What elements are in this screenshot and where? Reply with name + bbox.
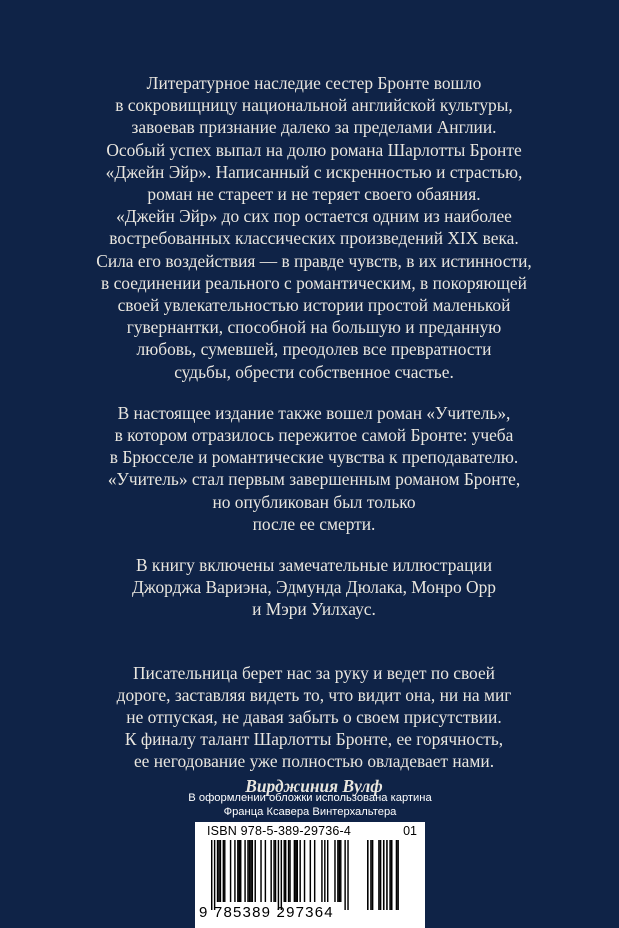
barcode-bar bbox=[252, 840, 253, 902]
barcode-bar bbox=[281, 840, 282, 910]
barcode-addon-bar bbox=[386, 840, 388, 910]
barcode-bar bbox=[240, 840, 241, 902]
barcode-bar bbox=[223, 840, 224, 902]
credit-line: В оформлении обложки использована картина bbox=[188, 792, 432, 804]
barcode-addon-bar bbox=[383, 840, 385, 910]
barcode-bar bbox=[230, 840, 231, 902]
barcode-bar bbox=[337, 840, 338, 902]
barcode-bar bbox=[294, 840, 295, 902]
barcode-addon-bar bbox=[396, 840, 398, 910]
barcode-bar bbox=[334, 840, 335, 902]
barcode-bar bbox=[299, 840, 300, 902]
barcode-bar bbox=[344, 840, 345, 910]
barcode-bar bbox=[278, 840, 279, 910]
quote-block bbox=[84, 662, 544, 797]
text-line: любовь, сумевшей, преодолев все превратности bbox=[136, 339, 492, 360]
text-line: востребованных классических произведений XIX века. bbox=[109, 228, 519, 249]
barcode-bar bbox=[244, 840, 245, 902]
barcode-addon-bar bbox=[397, 840, 399, 910]
text-line: и Мэри Уилхаус. bbox=[252, 599, 376, 620]
barcode-bar bbox=[260, 840, 261, 902]
text-line: своей увлекательностью истории простой маленькой bbox=[117, 295, 511, 316]
text-line: «Джейн Эйр». Написанный с искренностью и страстью, bbox=[105, 161, 523, 182]
text-line: в сокровищницу национальной английской культуры, bbox=[115, 95, 513, 116]
barcode-bar bbox=[304, 840, 305, 902]
barcode-addon-bar bbox=[389, 840, 391, 910]
barcode-bar bbox=[218, 840, 219, 902]
blurb-paragraph-2 bbox=[84, 402, 544, 535]
barcode-bar bbox=[211, 840, 212, 910]
text-line: в соединении реального с романтическим, в покоряющей bbox=[101, 272, 527, 293]
barcode-bar bbox=[284, 840, 285, 902]
barcode-bar bbox=[249, 840, 250, 902]
text-line: «Джейн Эйр» до сих пор остается одним из наиболее bbox=[116, 206, 512, 227]
barcode-bar bbox=[220, 840, 221, 902]
barcode-bar bbox=[237, 840, 238, 902]
text-line: Особый успех выпал на долю романа Шарлотты Бронте bbox=[106, 139, 522, 160]
isbn-barcode bbox=[195, 822, 425, 928]
barcode-bar bbox=[270, 840, 271, 902]
barcode-bar bbox=[285, 840, 286, 902]
quote-line: не отпуская, не давая забыть о своем присутствии. bbox=[126, 707, 502, 728]
barcode-bar bbox=[250, 840, 251, 902]
quote-line: дороге, заставляя видеть то, что видит она, ни на миг bbox=[116, 684, 512, 705]
barcode-bar bbox=[247, 840, 248, 902]
text-line: «Учитель» стал первым завершенным романом Бронте, bbox=[107, 469, 521, 490]
text-line: но опубликован был только bbox=[212, 491, 416, 512]
text-line: В книгу включены замечательные иллюстрации bbox=[135, 555, 493, 576]
barcode-digits: 9 785389 297364 bbox=[199, 904, 334, 921]
text-line: в Брюсселе и романтические чувства к преподавателю. bbox=[109, 447, 519, 468]
barcode-addon-bar bbox=[378, 840, 380, 910]
back-cover-blurb bbox=[84, 72, 544, 797]
barcode-bar bbox=[310, 840, 311, 902]
barcode-addon-bar bbox=[372, 840, 374, 910]
blurb-paragraph-1 bbox=[84, 72, 544, 383]
text-line: в котором отразилось пережитое самой Бронте: учеба bbox=[114, 425, 514, 446]
barcode-bar bbox=[347, 840, 348, 910]
barcode-addon-bar bbox=[370, 840, 372, 910]
credit-line: Франца Ксавера Винтерхальтера bbox=[223, 805, 397, 818]
barcode-bar bbox=[297, 840, 298, 902]
barcode-bar bbox=[255, 840, 256, 902]
text-line: завоевав признание далеко за пределами Англии. bbox=[131, 117, 497, 138]
text-line: роман не стареет и не теряет своего обаяния. bbox=[147, 184, 481, 205]
barcode-bar bbox=[275, 840, 276, 902]
blurb-paragraph-3 bbox=[84, 554, 544, 621]
barcode-bar bbox=[327, 840, 328, 902]
text-line: В настоящее издание также вошел роман «Учитель», bbox=[117, 402, 511, 423]
text-line: судьбы, обрести собственное счастье. bbox=[174, 361, 454, 382]
barcode-bar bbox=[224, 840, 225, 902]
barcode-addon-bar bbox=[367, 840, 369, 910]
barcode-bar bbox=[314, 840, 315, 902]
quote-line: К финалу талант Шарлотты Бронте, ее горячность, bbox=[124, 729, 504, 750]
barcode-bar bbox=[288, 840, 289, 902]
text-line: гувернантки, способной на большую и преданную bbox=[126, 317, 502, 338]
barcode-bar bbox=[265, 840, 266, 902]
barcode-bar bbox=[324, 840, 325, 902]
cover-art-credit bbox=[130, 792, 490, 819]
barcode-addon-bar bbox=[391, 840, 393, 910]
barcode-bar bbox=[234, 840, 235, 902]
isbn-label: ISBN 978-5-389-29736-4 bbox=[207, 824, 352, 838]
barcode-bar bbox=[340, 840, 341, 902]
barcode-bar bbox=[339, 840, 340, 902]
barcode-bar bbox=[217, 840, 218, 902]
barcode-bar bbox=[273, 840, 274, 902]
quote-line: Писательница берет нас за руку и ведет по своей bbox=[133, 662, 495, 683]
barcode-addon-bar bbox=[380, 840, 382, 910]
barcode-bar bbox=[239, 840, 240, 902]
text-line: после ее смерти. bbox=[252, 513, 376, 534]
quote-author: Вирджиния Вулф bbox=[245, 775, 383, 796]
barcode-bar bbox=[289, 840, 290, 902]
text-line: Сила его воздействия — в правде чувств, в их истинности, bbox=[96, 250, 532, 271]
barcode-bar bbox=[214, 840, 215, 910]
text-line: Джорджа Вариэна, Эдмунда Дюлака, Монро Орр bbox=[132, 577, 496, 598]
barcode-bar bbox=[321, 840, 322, 902]
quote-line: ее негодование уже полностью овладевает нами. bbox=[133, 751, 495, 772]
barcode-bar bbox=[295, 840, 296, 902]
text-line: Литературное наследие сестер Бронте вошло bbox=[146, 73, 482, 93]
barcode-addon-label: 01 bbox=[403, 824, 417, 838]
